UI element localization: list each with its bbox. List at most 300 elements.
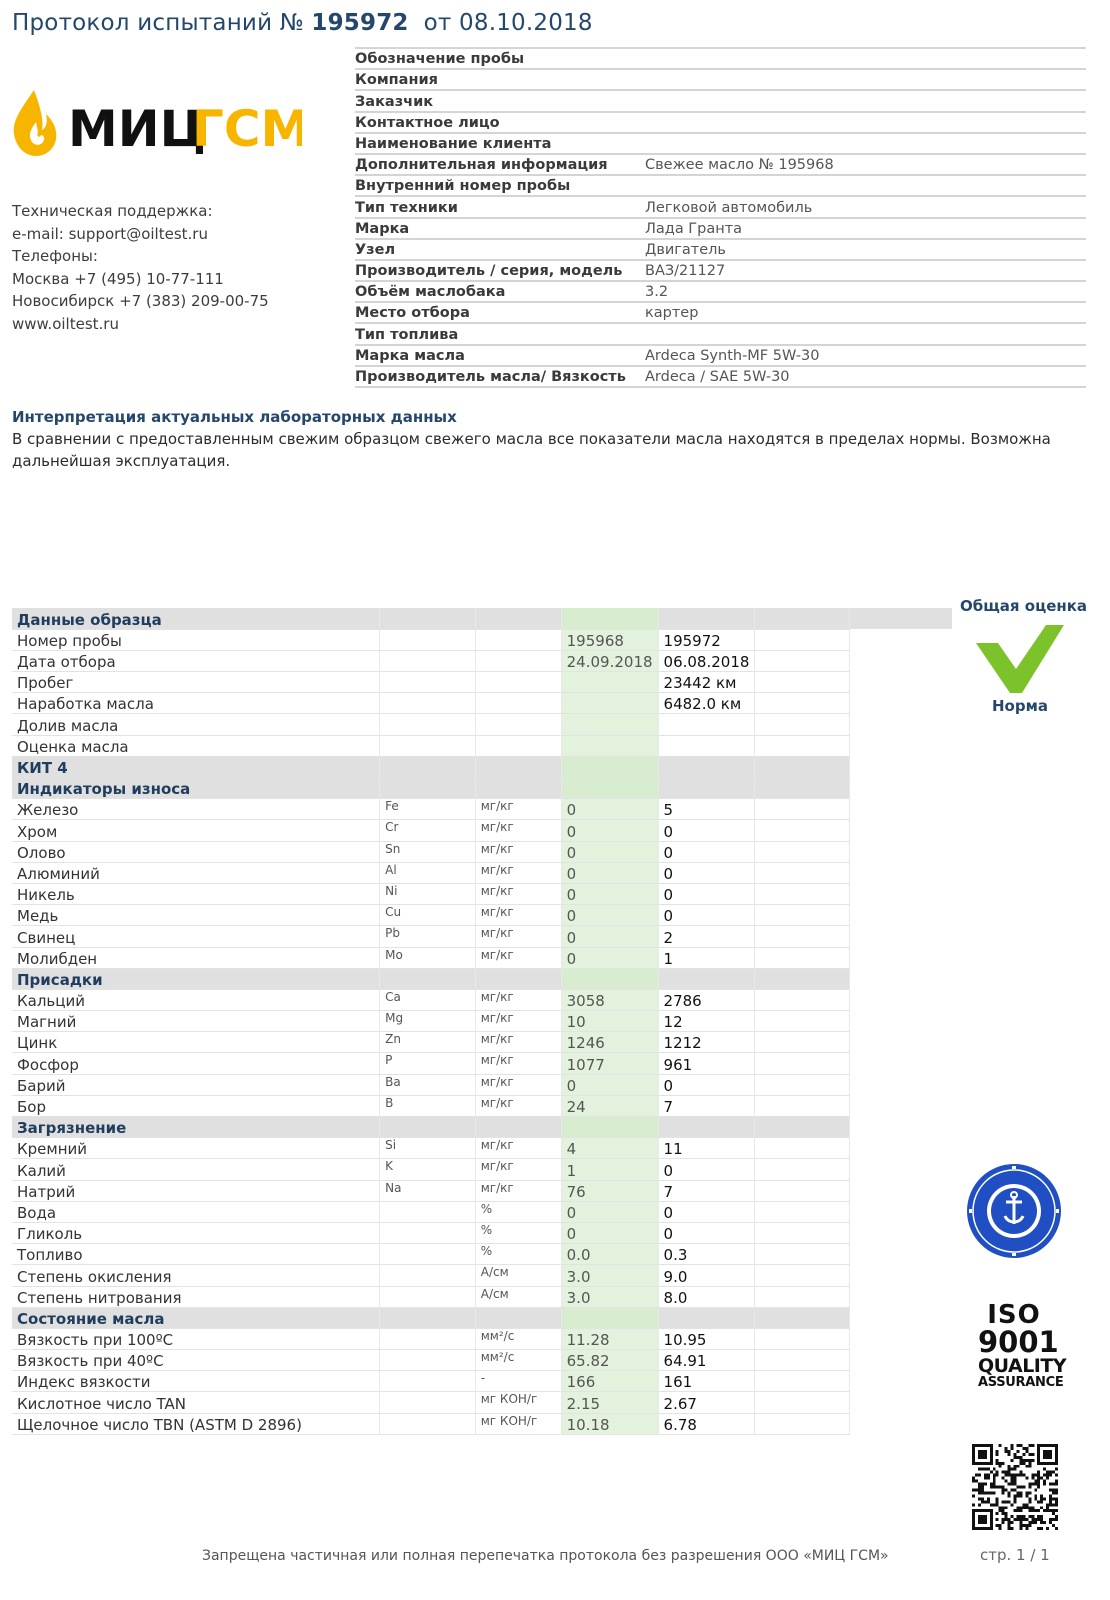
- table-row: [12, 1328, 952, 1349]
- sample-value: 961: [658, 1053, 755, 1074]
- qr-code-icon[interactable]: [972, 1444, 1058, 1530]
- param-unit: мг/кг: [475, 1053, 561, 1074]
- gap-cell: [849, 714, 952, 735]
- param-name: Железо: [12, 799, 380, 820]
- info-row: [355, 367, 1086, 388]
- sample-value: 0: [658, 1222, 755, 1243]
- info-key: Тип топлива: [355, 326, 459, 343]
- sample-value: 6482.0 км: [658, 693, 755, 714]
- fresh-oil-value: [561, 735, 658, 756]
- sample-value: 0: [658, 1201, 755, 1222]
- param-name: Номер пробы: [12, 629, 380, 650]
- sample-value: 2: [658, 926, 755, 947]
- param-unit: [475, 714, 561, 735]
- fresh-oil-value: 0: [561, 883, 658, 904]
- info-key: Место отбора: [355, 305, 470, 322]
- param-name: Степень нитрования: [12, 1286, 380, 1307]
- param-symbol: [380, 968, 476, 989]
- sample-value: 195972: [658, 629, 755, 650]
- param-unit: [475, 778, 561, 799]
- table-row: [12, 693, 952, 714]
- fresh-oil-value: [561, 778, 658, 799]
- param-symbol: [380, 1222, 476, 1243]
- fresh-oil-value: 24: [561, 1095, 658, 1116]
- fresh-oil-value: [561, 608, 658, 629]
- spare-cell: [755, 1180, 850, 1201]
- param-name: Кремний: [12, 1138, 380, 1159]
- sample-value: [658, 1117, 755, 1138]
- param-symbol: [380, 608, 476, 629]
- table-row: [12, 1138, 952, 1159]
- fresh-oil-value: 76: [561, 1180, 658, 1201]
- fresh-oil-value: [561, 1307, 658, 1328]
- spare-cell: [755, 820, 850, 841]
- overall-heading: Общая оценка: [960, 597, 1088, 615]
- sample-value: [658, 1307, 755, 1328]
- sample-value: 10.95: [658, 1328, 755, 1349]
- param-name: Цинк: [12, 1032, 380, 1053]
- param-unit: [475, 968, 561, 989]
- fresh-oil-value: [561, 756, 658, 777]
- sample-value: [658, 968, 755, 989]
- info-key: Заказчик: [355, 93, 434, 110]
- param-symbol: Cu: [380, 905, 476, 926]
- fresh-oil-value: 1: [561, 1159, 658, 1180]
- fresh-oil-value: [561, 672, 658, 693]
- sample-value: 2.67: [658, 1392, 755, 1413]
- sample-value: 23442 км: [658, 672, 755, 693]
- table-row: [12, 883, 952, 904]
- param-unit: мг КОН/г: [475, 1392, 561, 1413]
- param-symbol: Sn: [380, 841, 476, 862]
- param-unit: мг/кг: [475, 1032, 561, 1053]
- spare-cell: [755, 1413, 850, 1434]
- table-row: [12, 1074, 952, 1095]
- spare-cell: [755, 905, 850, 926]
- spare-cell: [755, 1328, 850, 1349]
- param-name: Никель: [12, 883, 380, 904]
- interpretation-text: В сравнении с предоставленным свежим образцом свежего масла все показатели масла находятся в пределах нормы. Возможна дальнейшая эксплуатация.: [12, 430, 1051, 470]
- gap-cell: [849, 608, 952, 629]
- param-unit: мг/кг: [475, 1074, 561, 1095]
- param-unit: %: [475, 1222, 561, 1243]
- spare-cell: [755, 1074, 850, 1095]
- spare-cell: [755, 799, 850, 820]
- spare-cell: [755, 841, 850, 862]
- param-symbol: Mg: [380, 1011, 476, 1032]
- fresh-oil-value: 0: [561, 1222, 658, 1243]
- param-symbol: [380, 1265, 476, 1286]
- info-row: [355, 197, 1086, 218]
- info-key: Марка: [355, 220, 410, 237]
- table-row: [12, 862, 952, 883]
- param-symbol: [380, 1328, 476, 1349]
- sample-value: [658, 756, 755, 777]
- param-symbol: [380, 1371, 476, 1392]
- iso-line4: ASSURANCE: [978, 1375, 1064, 1390]
- spare-cell: [755, 756, 850, 777]
- table-row: [12, 1392, 952, 1413]
- gap-cell: [849, 1265, 952, 1286]
- gap-cell: [849, 756, 952, 777]
- fresh-oil-value: 195968: [561, 629, 658, 650]
- info-row: [355, 324, 1086, 345]
- spare-cell: [755, 735, 850, 756]
- sample-value: 06.08.2018: [658, 650, 755, 671]
- spare-cell: [755, 1095, 850, 1116]
- param-name: Степень окисления: [12, 1265, 380, 1286]
- gap-cell: [849, 799, 952, 820]
- info-key: Компания: [355, 72, 438, 89]
- param-name: Медь: [12, 905, 380, 926]
- fresh-oil-value: 3058: [561, 989, 658, 1010]
- support-contacts: [12, 200, 269, 335]
- param-unit: мг/кг: [475, 989, 561, 1010]
- spare-cell: [755, 1350, 850, 1371]
- sample-value: 0: [658, 820, 755, 841]
- gap-cell: [849, 650, 952, 671]
- table-row: [12, 926, 952, 947]
- info-row: [355, 261, 1086, 282]
- gap-cell: [849, 1138, 952, 1159]
- sample-value: 0: [658, 841, 755, 862]
- gap-cell: [849, 1095, 952, 1116]
- sample-value: [658, 714, 755, 735]
- param-unit: мг/кг: [475, 862, 561, 883]
- info-value: Двигатель: [645, 241, 726, 258]
- param-unit: мг/кг: [475, 820, 561, 841]
- fresh-oil-value: 0: [561, 1074, 658, 1095]
- spare-cell: [755, 1011, 850, 1032]
- info-key: Дополнительная информация: [355, 157, 608, 174]
- param-unit: мг/кг: [475, 947, 561, 968]
- fresh-oil-value: [561, 714, 658, 735]
- sample-value: 8.0: [658, 1286, 755, 1307]
- spare-cell: [755, 1117, 850, 1138]
- gap-cell: [849, 1244, 952, 1265]
- company-logo: [12, 88, 302, 158]
- info-value: ВАЗ/21127: [645, 263, 726, 280]
- gap-cell: [849, 1053, 952, 1074]
- gap-cell: [849, 1222, 952, 1243]
- gap-cell: [849, 820, 952, 841]
- param-name: Индикаторы износа: [12, 778, 380, 799]
- param-unit: мг/кг: [475, 1180, 561, 1201]
- gap-cell: [849, 989, 952, 1010]
- table-row: [12, 1371, 952, 1392]
- spare-cell: [755, 1265, 850, 1286]
- param-symbol: [380, 1244, 476, 1265]
- param-symbol: [380, 714, 476, 735]
- gap-cell: [849, 905, 952, 926]
- param-symbol: [380, 672, 476, 693]
- fresh-oil-value: 0: [561, 862, 658, 883]
- info-row: [355, 134, 1086, 155]
- info-row: [355, 176, 1086, 197]
- param-symbol: Na: [380, 1180, 476, 1201]
- info-value: картер: [645, 305, 699, 322]
- sample-value: 1212: [658, 1032, 755, 1053]
- section-header-row: [12, 1117, 952, 1138]
- info-key: Узел: [355, 241, 396, 258]
- fresh-oil-value: 0: [561, 926, 658, 947]
- param-symbol: Ba: [380, 1074, 476, 1095]
- gap-cell: [849, 693, 952, 714]
- phone-moscow: Москва +7 (495) 10-77-111: [12, 269, 224, 288]
- param-name: Фосфор: [12, 1053, 380, 1074]
- section-header-row: [12, 608, 952, 629]
- info-row: [355, 240, 1086, 261]
- param-unit: мг/кг: [475, 1011, 561, 1032]
- sample-info-table: [355, 49, 1086, 388]
- spare-cell: [755, 608, 850, 629]
- table-row: [12, 1413, 952, 1434]
- fresh-oil-value: 0: [561, 905, 658, 926]
- spare-cell: [755, 989, 850, 1010]
- fresh-oil-value: 1246: [561, 1032, 658, 1053]
- param-unit: мг/кг: [475, 1159, 561, 1180]
- spare-cell: [755, 1201, 850, 1222]
- param-symbol: [380, 693, 476, 714]
- param-name: Вязкость при 100ºC: [12, 1328, 380, 1349]
- param-symbol: Zn: [380, 1032, 476, 1053]
- param-name: Свинец: [12, 926, 380, 947]
- gap-cell: [849, 968, 952, 989]
- param-name: Бор: [12, 1095, 380, 1116]
- param-name: Барий: [12, 1074, 380, 1095]
- spare-cell: [755, 883, 850, 904]
- param-unit: мг КОН/г: [475, 1413, 561, 1434]
- gap-cell: [849, 862, 952, 883]
- param-name: Щелочное число TBN (ASTM D 2896): [12, 1413, 380, 1434]
- info-value: 3.2: [645, 284, 669, 301]
- param-symbol: Mo: [380, 947, 476, 968]
- param-unit: мг/кг: [475, 1138, 561, 1159]
- table-row: [12, 1159, 952, 1180]
- param-name: Кальций: [12, 989, 380, 1010]
- param-unit: [475, 693, 561, 714]
- param-symbol: [380, 1286, 476, 1307]
- param-name: Данные образца: [12, 608, 380, 629]
- param-symbol: Pb: [380, 926, 476, 947]
- param-name: Долив масла: [12, 714, 380, 735]
- gap-cell: [849, 947, 952, 968]
- sample-value: [658, 735, 755, 756]
- table-row: [12, 735, 952, 756]
- spare-cell: [755, 926, 850, 947]
- spare-cell: [755, 1244, 850, 1265]
- flame-logo-icon: [12, 88, 302, 158]
- spare-cell: [755, 1307, 850, 1328]
- info-key: Марка масла: [355, 347, 465, 364]
- spare-cell: [755, 862, 850, 883]
- certification-seal-icon: [965, 1162, 1063, 1260]
- sample-value: 9.0: [658, 1265, 755, 1286]
- gap-cell: [849, 1201, 952, 1222]
- param-name: Калий: [12, 1159, 380, 1180]
- info-row: [355, 113, 1086, 134]
- param-symbol: B: [380, 1095, 476, 1116]
- section-header-row: [12, 1307, 952, 1328]
- sample-value: 7: [658, 1180, 755, 1201]
- title-prefix: Протокол испытаний №: [12, 10, 304, 36]
- param-symbol: P: [380, 1053, 476, 1074]
- param-unit: %: [475, 1244, 561, 1265]
- logo-text-left: МИЦ: [68, 100, 206, 158]
- fresh-oil-value: 0: [561, 820, 658, 841]
- info-value: Лада Гранта: [645, 220, 743, 237]
- param-name: Олово: [12, 841, 380, 862]
- info-key: Производитель масла/ Вязкость: [355, 369, 626, 385]
- fresh-oil-value: 0: [561, 1201, 658, 1222]
- info-key: Производитель / серия, модель: [355, 263, 623, 280]
- fresh-oil-value: 1077: [561, 1053, 658, 1074]
- gap-cell: [849, 672, 952, 693]
- param-name: Загрязнение: [12, 1117, 380, 1138]
- param-name: Алюминий: [12, 862, 380, 883]
- spare-cell: [755, 650, 850, 671]
- sample-value: 6.78: [658, 1413, 755, 1434]
- table-row: [12, 1286, 952, 1307]
- sample-value: 0: [658, 905, 755, 926]
- iso-line3: QUALITY: [978, 1355, 1067, 1377]
- info-row: [355, 49, 1086, 70]
- fresh-oil-value: 2.15: [561, 1392, 658, 1413]
- table-row: [12, 1011, 952, 1032]
- sample-value: 0: [658, 1159, 755, 1180]
- table-row: [12, 989, 952, 1010]
- info-row: [355, 303, 1086, 324]
- spare-cell: [755, 1222, 850, 1243]
- support-email[interactable]: e-mail: support@oiltest.ru: [12, 224, 208, 243]
- table-row: [12, 1095, 952, 1116]
- info-value: Легковой автомобиль: [645, 199, 813, 216]
- big-checkmark-icon: [976, 625, 1064, 695]
- info-value: Ardeca Synth-MF 5W-30: [645, 347, 820, 364]
- param-unit: мг/кг: [475, 1095, 561, 1116]
- param-unit: мм²/с: [475, 1328, 561, 1349]
- gap-cell: [849, 1328, 952, 1349]
- spare-cell: [755, 1159, 850, 1180]
- gap-cell: [849, 629, 952, 650]
- param-name: Хром: [12, 820, 380, 841]
- param-unit: мг/кг: [475, 905, 561, 926]
- param-unit: А/см: [475, 1265, 561, 1286]
- param-unit: [475, 735, 561, 756]
- param-symbol: K: [380, 1159, 476, 1180]
- fresh-oil-value: 0: [561, 841, 658, 862]
- fresh-oil-value: [561, 968, 658, 989]
- sample-value: 12: [658, 1011, 755, 1032]
- support-heading: Техническая поддержка:: [12, 202, 213, 220]
- spare-cell: [755, 1371, 850, 1392]
- protocol-date: 08.10.2018: [459, 10, 593, 36]
- param-unit: мг/кг: [475, 799, 561, 820]
- gap-cell: [849, 1011, 952, 1032]
- spare-cell: [755, 1053, 850, 1074]
- param-unit: мм²/с: [475, 1350, 561, 1371]
- info-value: Ardeca / SAE 5W-30: [645, 369, 790, 385]
- param-unit: [475, 1117, 561, 1138]
- param-symbol: [380, 756, 476, 777]
- fresh-oil-value: 11.28: [561, 1328, 658, 1349]
- logo-text-right: ГСМ: [192, 100, 302, 158]
- iso-9001-badge: [978, 1300, 1067, 1390]
- param-symbol: Ca: [380, 989, 476, 1010]
- info-key: Тип техники: [355, 199, 458, 216]
- spare-cell: [755, 714, 850, 735]
- phone-novosibirsk: Новосибирск +7 (383) 209-00-75: [12, 292, 269, 310]
- spare-cell: [755, 778, 850, 799]
- table-row: [12, 1244, 952, 1265]
- fresh-oil-value: [561, 693, 658, 714]
- table-row: [12, 650, 952, 671]
- param-name: Дата отбора: [12, 650, 380, 671]
- website-link[interactable]: www.oiltest.ru: [12, 314, 119, 333]
- phones-heading: Телефоны:: [12, 247, 98, 265]
- date-prefix: от: [423, 10, 452, 36]
- info-key: Контактное лицо: [355, 114, 500, 131]
- table-row: [12, 1350, 952, 1371]
- table-row: [12, 905, 952, 926]
- info-row: [355, 346, 1086, 367]
- section-header-row: [12, 968, 952, 989]
- param-unit: %: [475, 1201, 561, 1222]
- fresh-oil-value: 166: [561, 1371, 658, 1392]
- iso-line1: ISO: [987, 1300, 1041, 1330]
- info-key: Наименование клиента: [355, 135, 552, 152]
- fresh-oil-value: 65.82: [561, 1350, 658, 1371]
- spare-cell: [755, 1032, 850, 1053]
- fresh-oil-value: 3.0: [561, 1286, 658, 1307]
- info-row: [355, 219, 1086, 240]
- info-row: [355, 282, 1086, 303]
- table-row: [12, 1201, 952, 1222]
- fresh-oil-value: 0.0: [561, 1244, 658, 1265]
- param-unit: мг/кг: [475, 883, 561, 904]
- table-row: [12, 799, 952, 820]
- param-name: Пробег: [12, 672, 380, 693]
- gap-cell: [849, 778, 952, 799]
- section-header-row: [12, 778, 952, 799]
- overall-assessment: [960, 597, 1088, 715]
- param-name: Магний: [12, 1011, 380, 1032]
- overall-value: Норма: [992, 697, 1048, 715]
- param-symbol: [380, 1117, 476, 1138]
- gap-cell: [849, 1413, 952, 1434]
- param-unit: А/см: [475, 1286, 561, 1307]
- sample-value: 0: [658, 1074, 755, 1095]
- fresh-oil-value: [561, 1117, 658, 1138]
- gap-cell: [849, 1307, 952, 1328]
- param-symbol: [380, 650, 476, 671]
- info-value: Свежее масло № 195968: [645, 157, 834, 174]
- table-row: [12, 947, 952, 968]
- results-table: [12, 608, 952, 1435]
- iso-line2: 9001: [978, 1325, 1059, 1359]
- param-symbol: [380, 1350, 476, 1371]
- param-unit: мг/кг: [475, 841, 561, 862]
- param-symbol: Cr: [380, 820, 476, 841]
- sample-value: 1: [658, 947, 755, 968]
- table-row: [12, 1222, 952, 1243]
- param-unit: [475, 1307, 561, 1328]
- table-row: [12, 714, 952, 735]
- param-name: Гликоль: [12, 1222, 380, 1243]
- fresh-oil-value: 4: [561, 1138, 658, 1159]
- gap-cell: [849, 1117, 952, 1138]
- fresh-oil-value: 0: [561, 947, 658, 968]
